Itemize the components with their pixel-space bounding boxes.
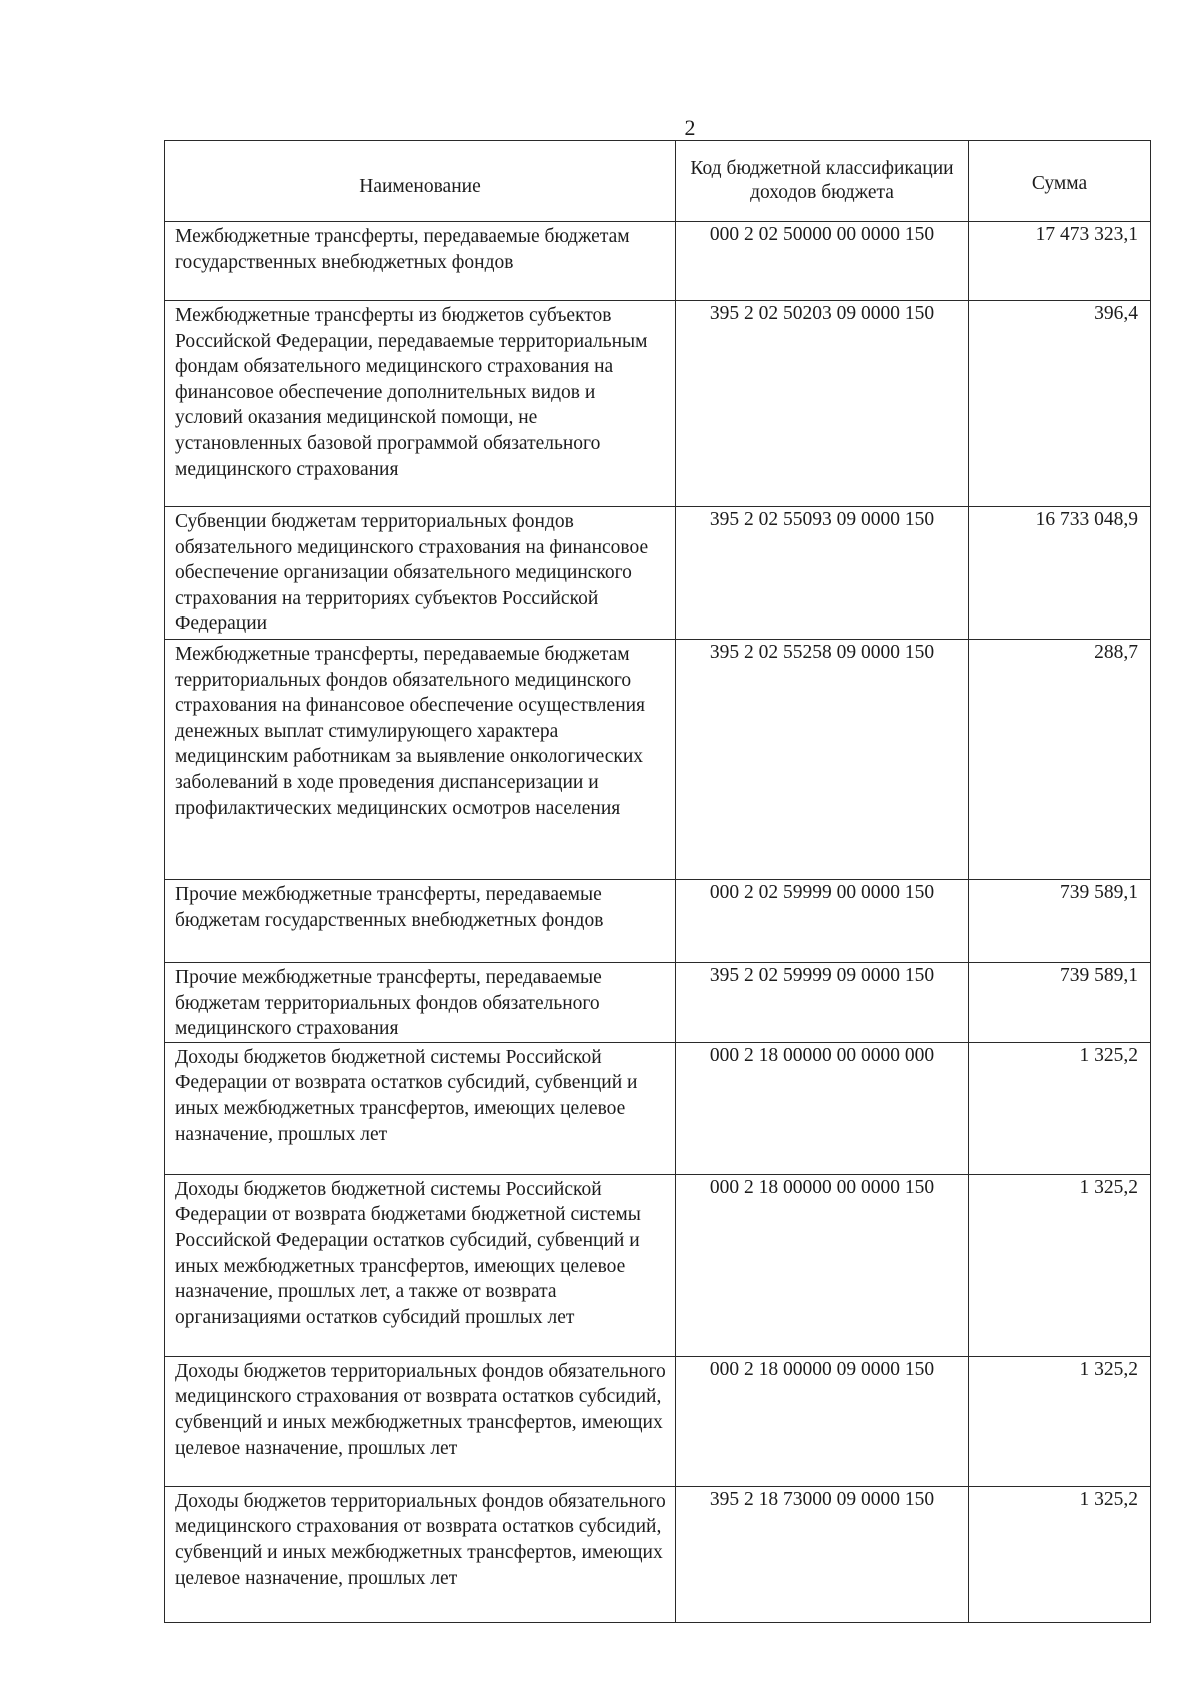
row-name: Прочие межбюджетные трансферты, передаваемые бюджетам территориальных фондов обязательного медицинского страхования (165, 963, 676, 1043)
row-code: 000 2 02 59999 00 0000 150 (676, 880, 969, 963)
table-row (165, 1042, 1151, 1174)
table-row (165, 963, 1151, 1043)
revenue-table (164, 140, 1151, 1623)
row-sum: 1 325,2 (969, 1174, 1151, 1356)
row-name: Доходы бюджетов территориальных фондов обязательного медицинского страхования от возврата остатков субсидий, субвенций и иных межбюджетных трансфертов, имеющих целевое назначение, прошлых лет (165, 1486, 676, 1622)
row-sum: 739 589,1 (969, 963, 1151, 1043)
table-row (165, 640, 1151, 880)
row-name: Межбюджетные трансферты, передаваемые бюджетам государственных внебюджетных фондов (165, 222, 676, 301)
row-name: Субвенции бюджетам территориальных фондов обязательного медицинского страхования на финансовое обеспечение организации обязательного медицинского страхования на территориях субъектов Российской Федерации (165, 507, 676, 640)
row-sum: 16 733 048,9 (969, 507, 1151, 640)
row-code: 000 2 02 50000 00 0000 150 (676, 222, 969, 301)
row-name: Доходы бюджетов территориальных фондов обязательного медицинского страхования от возврата остатков субсидий, субвенций и иных межбюджетных трансфертов, имеющих целевое назначение, прошлых лет (165, 1356, 676, 1486)
row-sum: 1 325,2 (969, 1356, 1151, 1486)
row-sum: 17 473 323,1 (969, 222, 1151, 301)
row-code: 395 2 18 73000 09 0000 150 (676, 1486, 969, 1622)
column-header-name: Наименование (165, 141, 676, 222)
row-name: Межбюджетные трансферты, передаваемые бюджетам территориальных фондов обязательного медицинского страхования на финансовое обеспечение осуществления денежных выплат стимулирующего характера медицинским работникам за выявление онкологических заболеваний в ходе проведения диспансеризации и профилактических медицинских осмотров населения (165, 640, 676, 880)
page-number: 2 (684, 115, 696, 140)
row-code: 000 2 18 00000 09 0000 150 (676, 1356, 969, 1486)
row-code: 395 2 02 55258 09 0000 150 (676, 640, 969, 880)
row-sum: 739 589,1 (969, 880, 1151, 963)
table-header-row (165, 141, 1151, 222)
table-row (165, 301, 1151, 507)
table-row (165, 1356, 1151, 1486)
table-row (165, 507, 1151, 640)
row-sum: 1 325,2 (969, 1486, 1151, 1622)
row-name: Доходы бюджетов бюджетной системы Российской Федерации от возврата бюджетами бюджетной системы Российской Федерации остатков субсидий, субвенций и иных межбюджетных трансфертов, имеющих целевое назначение, прошлых лет, а также от возврата организациями остатков субсидий прошлых лет (165, 1174, 676, 1356)
row-name: Прочие межбюджетные трансферты, передаваемые бюджетам государственных внебюджетных фондов (165, 880, 676, 963)
row-code: 395 2 02 59999 09 0000 150 (676, 963, 969, 1043)
column-header-code: Код бюджетной классификации доходов бюджета (676, 141, 969, 222)
table-row (165, 880, 1151, 963)
table-row (165, 1486, 1151, 1622)
row-name: Доходы бюджетов бюджетной системы Российской Федерации от возврата остатков субсидий, субвенций и иных межбюджетных трансфертов, имеющих целевое назначение, прошлых лет (165, 1042, 676, 1174)
row-sum: 396,4 (969, 301, 1151, 507)
row-sum: 1 325,2 (969, 1042, 1151, 1174)
row-code: 000 2 18 00000 00 0000 150 (676, 1174, 969, 1356)
row-code: 395 2 02 55093 09 0000 150 (676, 507, 969, 640)
row-code: 000 2 18 00000 00 0000 000 (676, 1042, 969, 1174)
table-row (165, 1174, 1151, 1356)
table-row (165, 222, 1151, 301)
row-code: 395 2 02 50203 09 0000 150 (676, 301, 969, 507)
column-header-sum: Сумма (969, 141, 1151, 222)
row-name: Межбюджетные трансферты из бюджетов субъектов Российской Федерации, передаваемые территориальным фондам обязательного медицинского страхования на финансовое обеспечение дополнительных видов и условий оказания медицинской помощи, не установленных базовой программой обязательного медицинского страхования (165, 301, 676, 507)
row-sum: 288,7 (969, 640, 1151, 880)
